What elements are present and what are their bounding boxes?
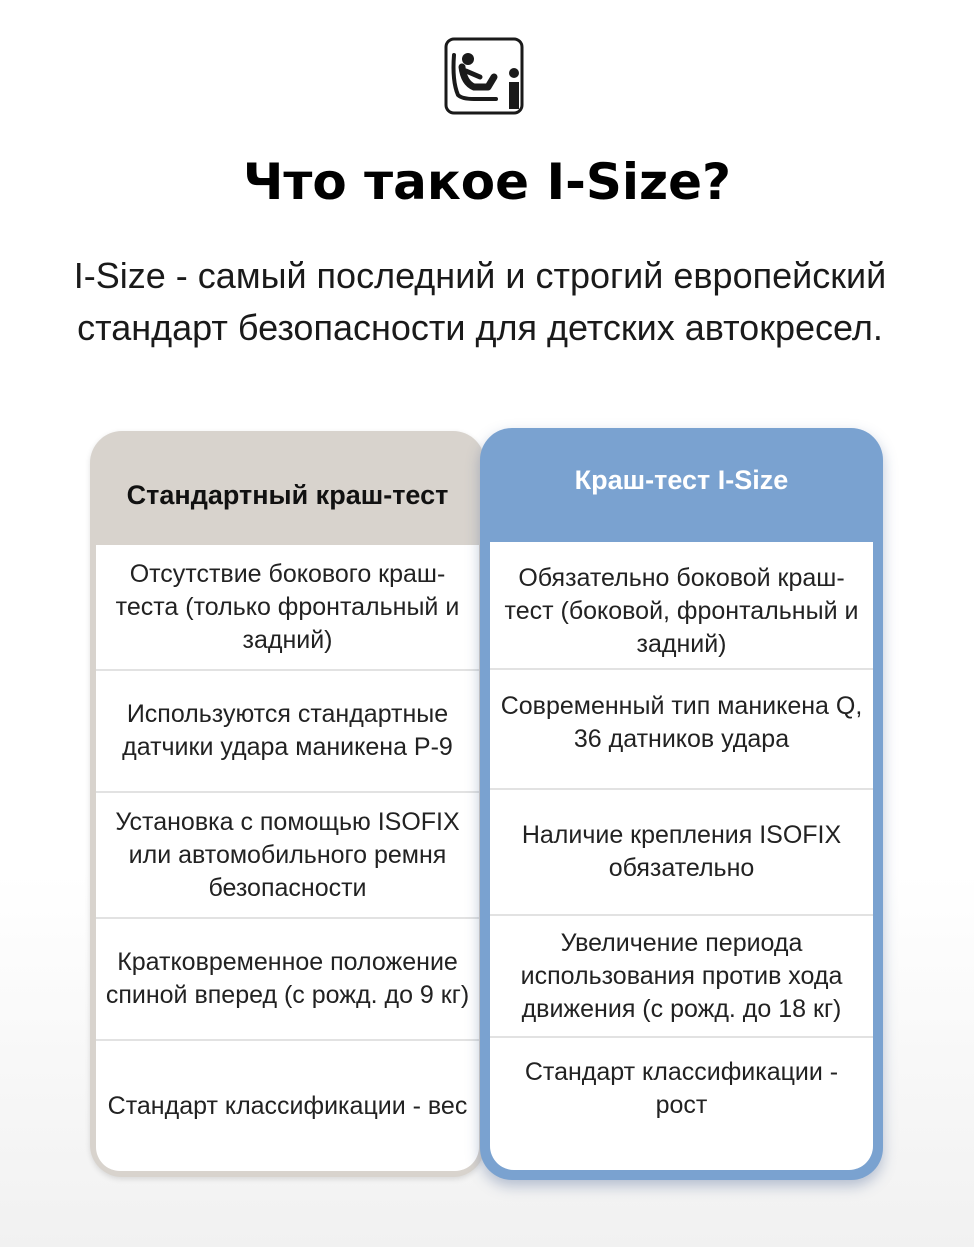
table-cell: Современный тип маникена Q, 36 датников удара xyxy=(490,670,873,790)
table-cell: Стандарт классификации - рост xyxy=(524,1058,839,1119)
table-cell: Стандарт классификации - вес xyxy=(107,1091,468,1120)
page-title: Что такое I-Size? xyxy=(243,153,731,211)
table-cell: Кратковременное положение спиной вперед (с рожд. до 9 кг) xyxy=(96,919,479,1041)
page-subtitle: I-Size - самый последний и строгий европейский стандарт безопасности для детских автокресел. xyxy=(73,255,887,348)
column-body xyxy=(96,545,479,1171)
table-cell: Используются стандартные датчики удара маникена Р-9 xyxy=(96,671,479,793)
isize-crash-test-column xyxy=(480,428,883,1180)
table-cell: Обязательно боковой краш-тест (боковой, фронтальный и задний) xyxy=(490,542,873,670)
standard-crash-test-column xyxy=(90,431,485,1177)
child-seat-info-icon xyxy=(444,37,524,115)
table-cell: Увеличение периода использования против хода движения (с рожд. до 18 кг) xyxy=(490,916,873,1038)
table-cell: Установка с помощью ISOFIX или автомобильного ремня безопасности xyxy=(96,793,479,919)
table-cell: Отсутствие бокового краш-теста (только фронтальный и задний) xyxy=(96,545,479,671)
table-cell: Наличие крепления ISOFIX обязательно xyxy=(490,790,873,916)
column-header: Краш-тест I-Size xyxy=(574,464,789,495)
column-header: Стандартный краш-тест xyxy=(126,479,449,510)
column-body xyxy=(490,542,873,1170)
